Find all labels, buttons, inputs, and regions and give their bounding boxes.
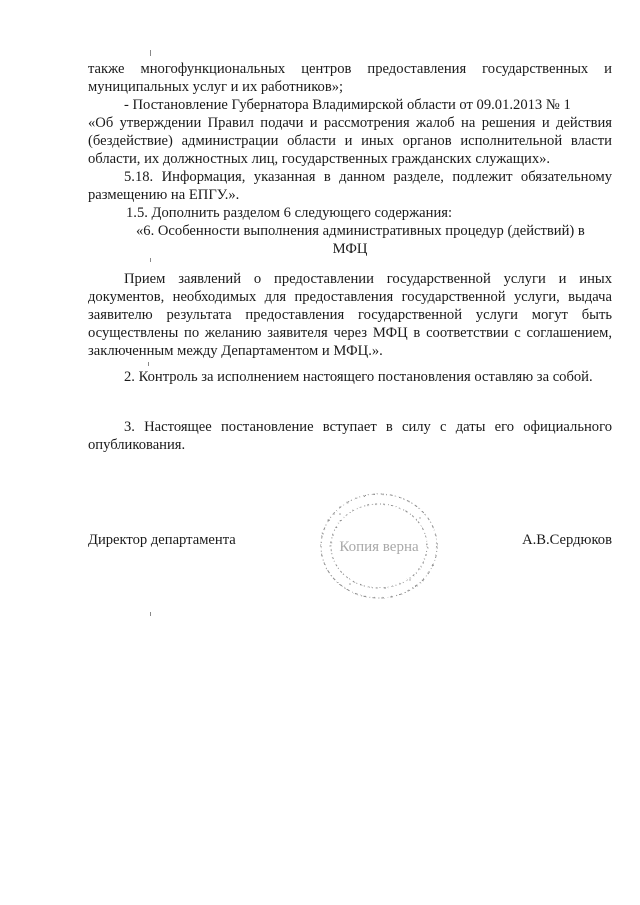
section-6-heading-line2: МФЦ: [332, 241, 368, 257]
decree-item-line1: - Постановление Губернатора Владимирской области от 09.01.2013 № 1: [124, 97, 571, 113]
item-2: 2. Контроль за исполнением настоящего постановления оставляю за собой.: [124, 369, 593, 385]
section-6-heading-line1: «6. Особенности выполнения административных процедур (действий) в: [136, 223, 585, 239]
section-5-18: 5.18. Информация, указанная в данном разделе, подлежит обязательному размещению на ЕПГУ.».: [88, 169, 612, 203]
item-3: 3. Настоящее постановление вступает в силу с даты его официального опубликования.: [88, 419, 612, 453]
decree-item-title: «Об утверждении Правил подачи и рассмотрения жалоб на решения и действия (бездействие) администрации области и иных органов исполнительной власти области, их должностных лиц, государственных гражданских служащих».: [88, 115, 612, 167]
scan-speck: [148, 362, 149, 366]
scan-speck: [150, 258, 151, 262]
section-6-body: Прием заявлений о предоставлении государственной услуги и иных документов, необходимых для предоставления государственной услуги, выдача заявителю результата предоставления государственной услуги могут быть осуществлены по желанию заявителя через МФЦ в соответствии с соглашением, заключенным между Департаментом и МФЦ.».: [88, 271, 612, 359]
signatory-position: Директор департамента: [88, 532, 236, 548]
stamp-text: Копия верна: [339, 539, 419, 555]
top-paragraph: также многофункциональных центров предоставления государственных и муниципальных услуг и их работников»;: [88, 61, 612, 95]
certified-copy-stamp: [310, 484, 448, 608]
scan-speck: [150, 612, 151, 616]
signatory-name: А.В.Сердюков: [522, 532, 612, 548]
item-1-5: 1.5. Дополнить разделом 6 следующего содержания:: [126, 205, 453, 221]
scan-speck: [150, 50, 151, 56]
